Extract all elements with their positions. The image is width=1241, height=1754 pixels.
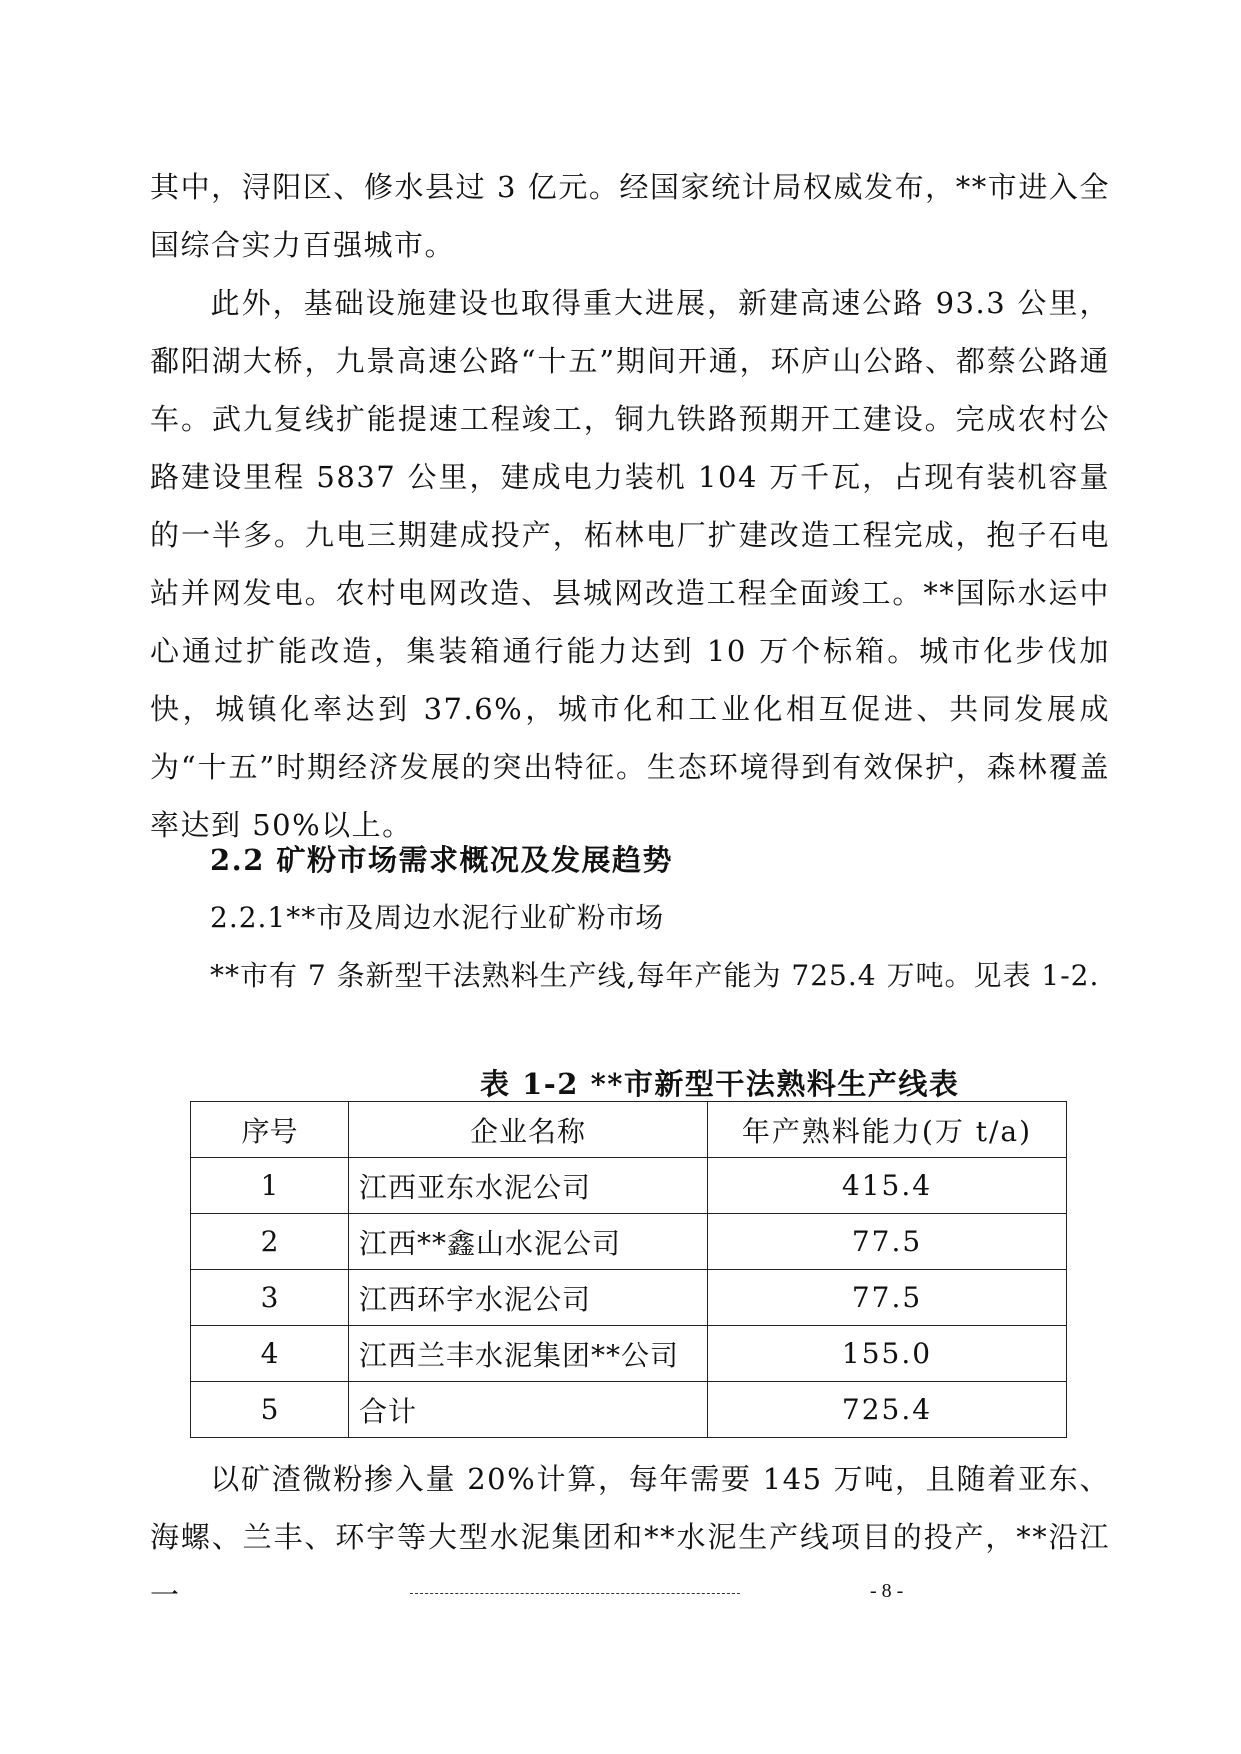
table-cell: 1 xyxy=(191,1158,349,1214)
table-cell: 2 xyxy=(191,1214,349,1270)
table-header-cell: 企业名称 xyxy=(349,1102,708,1158)
table-cell: 江西**鑫山水泥公司 xyxy=(349,1214,708,1270)
table-cell: 4 xyxy=(191,1326,349,1382)
table-cell: 江西环宇水泥公司 xyxy=(349,1270,708,1326)
table-header-cell: 序号 xyxy=(191,1102,349,1158)
paragraph-4 xyxy=(150,1450,1110,1624)
table-cell: 155.0 xyxy=(708,1326,1067,1382)
table-cell: 江西兰丰水泥集团**公司 xyxy=(349,1326,708,1382)
table-row xyxy=(191,1158,1067,1214)
table-cell: 725.4 xyxy=(708,1382,1067,1438)
table-cell: 77.5 xyxy=(708,1270,1067,1326)
table-cell: 5 xyxy=(191,1382,349,1438)
production-line-table xyxy=(190,1101,1067,1438)
table-cell: 3 xyxy=(191,1270,349,1326)
table-cell: 77.5 xyxy=(708,1214,1067,1270)
table-header-cell: 年产熟料能力(万 t/a) xyxy=(708,1102,1067,1158)
table-cell: 415.4 xyxy=(708,1158,1067,1214)
paragraph-4-text: 以矿渣微粉掺入量 20%计算，每年需要 145 万吨，且随着亚东、海螺、兰丰、环宇等大型水泥集团和**水泥生产线项目的投产，**沿江一 xyxy=(150,1462,1110,1612)
subsection-heading: 2.2.1**市及周边水泥行业矿粉市场 xyxy=(210,901,665,934)
table-cell: 江西亚东水泥公司 xyxy=(349,1158,708,1214)
table-row xyxy=(191,1382,1067,1438)
paragraph-2 xyxy=(150,274,1110,854)
table-cell: 合计 xyxy=(349,1382,708,1438)
page-number: - 8 - xyxy=(870,1580,904,1602)
paragraph-1: 其中，浔阳区、修水县过 3 亿元。经国家统计局权威发布，**市进入全国综合实力百强城市。 xyxy=(150,170,1110,262)
table-row xyxy=(191,1214,1067,1270)
paragraph-2-text: 此外，基础设施建设也取得重大进展，新建高速公路 93.3 公里，鄱阳湖大桥，九景高速公路“十五”期间开通，环庐山公路、都蔡公路通车。武九复线扩能提速工程竣工，铜九铁路预期开工建设。完成农村公路建设里程 5837 公里，建成电力装机 104 万千瓦，占现有装机容量的一半多。九电三期建成投产，柘林电厂扩建改造工程完成，抱子石电站并网发电。农村电网改造、县城网改造工程全面竣工。**国际水运中心通过扩能改造，集装箱通行能力达到 10 万个标箱。城市化步伐加快，城镇化率达到 37.6%，城市化和工业化相互促进、共同发展成为“十五”时期经济发展的突出特征。生态环境得到有效保护，森林覆盖率达到 50%以上。 xyxy=(150,286,1110,842)
table-row xyxy=(191,1270,1067,1326)
paragraph-3: **市有 7 条新型干法熟料生产线,每年产能为 725.4 万吨。见表 1-2. xyxy=(210,959,1100,992)
table-row xyxy=(191,1326,1067,1382)
footer-divider xyxy=(410,1593,740,1594)
section-heading: 2.2 矿粉市场需求概况及发展趋势 xyxy=(210,843,674,877)
table-header-row xyxy=(191,1102,1067,1158)
table-caption: 表 1-2 **市新型干法熟料生产线表 xyxy=(480,1067,960,1101)
